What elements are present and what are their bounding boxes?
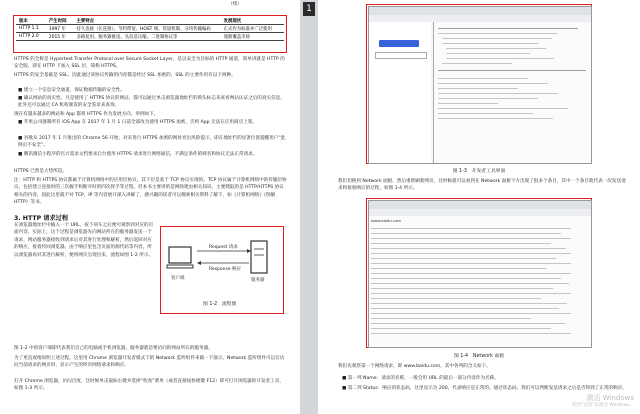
response-label: Response 响应	[209, 267, 242, 272]
response-arrow	[197, 261, 249, 265]
paragraph: 打开 Chrome 浏览器，访问百度，这时候单击鼠标右键并选择“检查”菜单（或者直接按快捷键 F12）即可打开浏览器的开发者工具，如图 1-3 所示。	[14, 379, 284, 392]
table-cell: 2015 年	[46, 33, 74, 41]
section-title: 3. HTTP 请求过程	[14, 215, 69, 222]
page-pane	[369, 22, 431, 163]
bullet-item: ■ 苹果公司强制所有 iOS App 在 2017 年 1 月 1 日前全部改为使用 HTTPS 加密，否则 App 无法在应用商店上架。	[18, 120, 257, 125]
table-cell: 正式作为标准并广泛使用	[221, 25, 284, 33]
table-row	[16, 25, 284, 33]
browser-tab-bar	[369, 7, 591, 15]
server-label: 服务器	[251, 278, 265, 283]
table-header-cell: 产生时间	[46, 17, 74, 25]
table-cell: 1997 年	[46, 25, 74, 33]
table-header-cell: 发展现状	[221, 17, 284, 25]
table-cell: 逐渐覆盖市场	[221, 33, 284, 41]
watermark-line: 转到“设置”以激活 Windows。	[571, 403, 634, 408]
browser-address-bar	[369, 209, 591, 216]
table-cell: HTTP 1.1	[16, 25, 46, 33]
baidu-logo-block	[379, 40, 419, 47]
first-request-url: www.baidu.com	[371, 218, 402, 223]
network-panel	[369, 216, 591, 347]
flow-diagram	[163, 229, 281, 311]
figure-caption: 图 1-3 开发者工具界面	[452, 169, 506, 174]
request-label: Request 请求	[209, 245, 238, 250]
page-number: 1	[303, 2, 315, 16]
paragraph: 在浏览器地址栏中输入一个 URL，按下回车之后便可观察到对应的页面内容。实际上，这个过程是浏览器先向网站所在的服务器发送一个请求，网站服务器接收到请求后对其进行处理和解析，然后返回对应的响应，接着传回浏览器。由于响应里包含页面的源代码等内容，所以浏览器再对其进行解析，便将网页呈现出来，流程如图 1-2 所示。	[14, 223, 154, 258]
bullet-item: ■ 谷歌从 2017 年 1 月推出的 Chrome 56 开始，对未进行 HTTPS 加密的网址亮出风险提示，即在地址栏的显著位置提醒用户“此网页不安全”。	[18, 136, 286, 149]
bullet-item: ■ 第一列 Name：请求的名称，一般会用 URL 的最后一部分内容作为名称。	[342, 376, 499, 381]
table-cell: 持久连接（长连接）、节约带宽、HOST 域、管道机制、分块传输编码	[73, 25, 220, 33]
paragraph: 我们先观察第一个网络请求，即 www.baidu.com，其中各列的含义如下。	[338, 364, 491, 369]
browser-tab-bar	[369, 201, 591, 209]
paragraph: HTTPS 的安全基础是 SSL，因此通过该协议传输的内容都是经过 SSL 加密的，SSL 的主要作用有以下两种。	[14, 73, 236, 78]
bullet-item: ■ 第二列 Status：响应的状态码，这里显示为 200，代表响应是正常的。通过状态码，我们可以判断发送请求之后是否得到了正常的响应。	[342, 386, 627, 391]
watermark-line: 激活 Windows	[586, 394, 634, 402]
client-label: 客户端	[171, 276, 185, 281]
bullet-item: ■ 腾讯微信小程序的官方需求文档要求后台使用 HTTPS 请求进行网络通信，不满足条件的域名和协议无法正常请求。	[18, 152, 258, 157]
table-cell: 多路复用、服务器推送、头信息压缩、二进制协议等	[73, 33, 220, 41]
figure-caption: 图 1-2 流程图	[203, 302, 237, 307]
table-header-cell: 主要特点	[73, 17, 220, 25]
header-continued: （续）	[228, 2, 242, 7]
left-page	[0, 0, 300, 414]
network-screenshot	[368, 200, 592, 348]
paragraph: HTTPS 的全称是 Hypertext Transfer Protocol over Secure Socket Layer，是以安全为目标的 HTTP 通道，简单讲就是 HTTP 的安全版，即在 HTTP 下加入 SSL 层，简称 HTTPS。	[14, 57, 285, 70]
table-row	[16, 33, 284, 41]
paragraph: 为了更直观地说明上述过程，这里用 Chrome 浏览器开发者模式下的 Network 监听组件来做一下演示。Network 监听组件可以在访问当前请求的网页时，显示产生的所有网络请求和响应。	[14, 356, 285, 369]
browser-address-bar	[369, 15, 591, 22]
http-version-table	[16, 17, 284, 41]
devtools-pane	[433, 22, 592, 163]
table-header-row	[16, 17, 284, 25]
table-header-cell: 版本	[16, 17, 46, 25]
bullet-item: ■ 建立一个信息安全通道，保证数据传输的安全性。	[18, 88, 125, 93]
bullet-item: ■ 确认网站的真实性。凡是使用了 HTTPS 协议的网站，都可以通过单击浏览器地址栏的锁头标志来查看网站认证之后的真实信息，此外还可以通过 CA 机构颁发的安全签章来查询。	[18, 96, 285, 109]
windows-activation-watermark	[572, 394, 634, 410]
table-cell: HTTP 2.0	[16, 33, 46, 41]
client-computer-icon	[167, 247, 193, 268]
paragraph: 我们切换到 Network 面板，然后重新刷新网页，这时候就可以看到在 Network 面板下方出现了很多个条目，其中一个条目就代表一次发送请求和接收响应的过程，如图 1-4 所示。	[338, 179, 626, 192]
paragraph: 现在有越来越多的网站和 App 都将 HTTPS 作为发展方向，举例如下。	[14, 112, 159, 117]
right-page	[318, 0, 640, 414]
paragraph: HTTPS 已然是大势所趋。	[14, 169, 67, 174]
search-box	[375, 52, 427, 59]
note-paragraph: 注：HTTP 和 HTTPS 协议都属于计算机网络中的应用层协议，其下层是基于 TCP 协议实现的。TCP 协议属于计算机网络中的传输层协议，包括建立连接时的三次握手和断开时的四次挥手等过程。但本书主要讲的是网络爬虫相关知识，主要爬取的是 HTTP/HTTPS 协议相关的内容，因此这里就不对 TCP、IP 等内容展开深入讲解了，感兴趣的读者可以搜索相关资料了解下，如《计算机网络》《图解 HTTP》等书。	[14, 178, 287, 206]
devtools-screenshot	[368, 6, 592, 164]
server-icon	[251, 241, 267, 273]
paragraph: 图 1-2 中的客户端即代表我们自己的电脑或手机浏览器，服务器就是要访问的网站所在的服务器。	[14, 346, 213, 351]
figure-caption: 图 1-4 Network 面板	[453, 354, 505, 359]
